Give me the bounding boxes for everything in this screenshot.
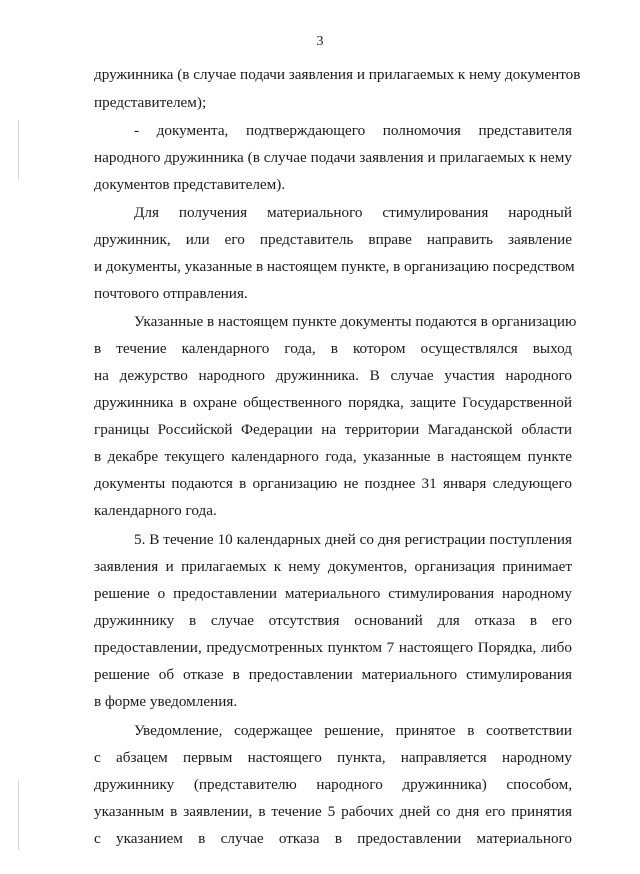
text-line: предоставлении, предусмотренных пунктом 7 настоящего Порядка, либо	[94, 639, 572, 656]
text-line: решение о предоставлении материального стимулирования народному	[94, 585, 572, 602]
text-line: в течение календарного года, в котором осуществлялся выход	[94, 340, 572, 357]
text-line: дружиннику (представителю народного дружинника) способом,	[94, 776, 572, 793]
text-line: указанным в заявлении, в течение 5 рабочих дней со дня его принятия	[94, 803, 572, 820]
text-line: заявления и прилагаемых к нему документов, организация принимает	[94, 558, 572, 575]
text-line: Для получения материального стимулирования народный	[134, 204, 572, 221]
scan-edge-mark	[18, 780, 19, 850]
text-line: на дежурство народного дружинника. В случае участия народного	[94, 367, 572, 384]
text-line: границы Российской Федерации на территории Магаданской области	[94, 421, 572, 438]
text-line: Указанные в настоящем пункте документы подаются в организацию	[134, 313, 577, 330]
text-line: календарного года.	[94, 502, 217, 519]
text-line: дружинник, или его представитель вправе направить заявление	[94, 231, 572, 248]
text-line: в форме уведомления.	[94, 693, 238, 710]
text-line: дружинника (в случае подачи заявления и прилагаемых к нему документов	[94, 66, 581, 83]
page-number: 3	[316, 34, 324, 49]
scan-edge-mark	[18, 120, 19, 180]
text-line: документов представителем).	[94, 176, 286, 193]
text-line: и документы, указанные в настоящем пункте, в организацию посредством	[94, 258, 575, 275]
text-line: народного дружинника (в случае подачи заявления и прилагаемых к нему	[94, 149, 572, 166]
text-line: с указанием в случае отказа в предоставлении материального	[94, 830, 572, 847]
text-line: решение об отказе в предоставлении материального стимулирования	[94, 666, 572, 683]
text-line: дружинника в охране общественного порядка, защите Государственной	[94, 394, 572, 411]
text-line: в декабре текущего календарного года, указанные в настоящем пункте	[94, 448, 572, 465]
text-line: Уведомление, содержащее решение, принятое в соответствии	[134, 722, 572, 739]
text-line: 5. В течение 10 календарных дней со дня регистрации поступления	[134, 531, 572, 548]
text-line: представителем);	[94, 94, 207, 111]
text-line: с абзацем первым настоящего пункта, направляется народному	[94, 749, 572, 766]
text-line: дружиннику в случае отсутствия оснований для отказа в его	[94, 612, 572, 629]
text-line: - документа, подтверждающего полномочия представителя	[134, 122, 572, 139]
text-line: документы подаются в организацию не позднее 31 января следующего	[94, 475, 572, 492]
text-line: почтового отправления.	[94, 285, 248, 302]
